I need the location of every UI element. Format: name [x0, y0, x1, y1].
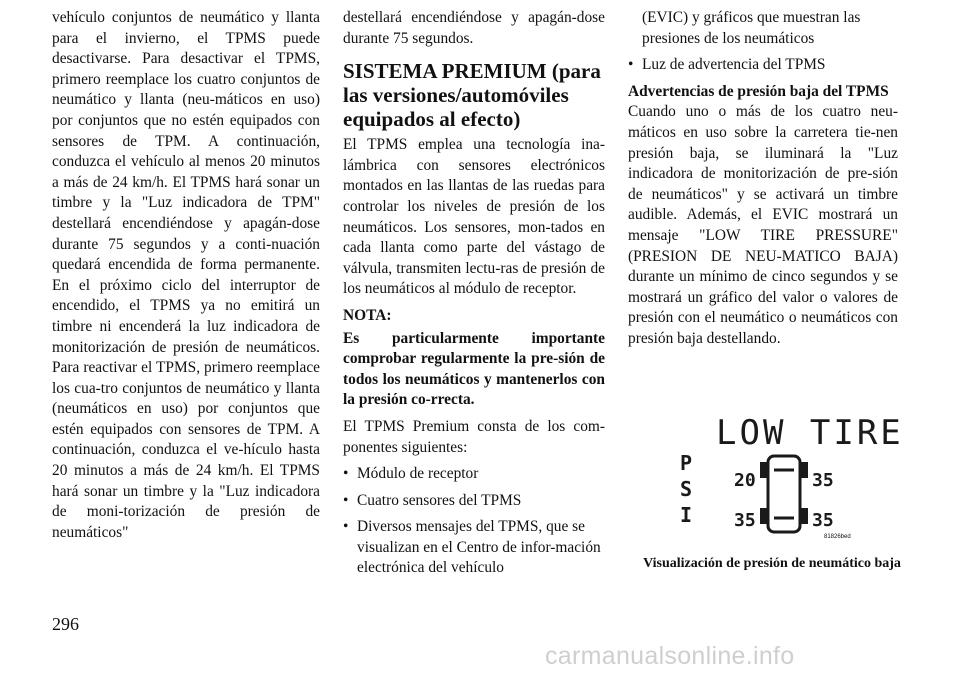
list-item: • Diversos mensajes del TPMS, que se visualizan en el Centro de infor-mación electrónica del vehículo: [343, 517, 605, 579]
body-paragraph: El TPMS emplea una tecnología ina-lámbrica con sensores electrónicos montados en las llantas de las ruedas para controlar los niveles de presión de los neumáticos. Los sensores, mon-tados en cada llanta como parte del vástago de válvula, transmiten lectu-ras de presión de los neumáticos al módulo de receptor.: [343, 136, 605, 298]
column-middle: [343, 8, 605, 579]
components-list: [343, 464, 605, 579]
vehicle-outline-icon: [768, 456, 800, 532]
body-paragraph: Cuando uno o más de los cuatro neu-máticos en uso sobre la carretera tie-nen presión baja, se iluminará la "Luz indicadora de monitorización de pre-sión de neumáticos" y se activará un timbre audible. Además, el EVIC mostrará un mensaje "LOW TIRE PRESSURE" (PRESION DE NEU-MATICO BAJA) durante un mínimo de cinco segundos y se mostrará un gráfico del valor o valores de presión con el neumático o neumáticos con presión baja destellando.: [628, 103, 898, 347]
note-label: NOTA:: [343, 306, 392, 324]
figure-caption: Visualización de presión de neumático baja: [643, 556, 901, 571]
pressure-front-right: 35: [812, 470, 834, 491]
side-letter-s: S: [680, 477, 693, 501]
intro-paragraph: destellará encendiéndose y apagán-dose durante 75 segundos.: [343, 9, 605, 47]
components-intro: El TPMS Premium consta de los com-ponentes siguientes:: [343, 417, 605, 456]
bullet-continuation: (EVIC) y gráficos que muestran las presiones de los neumáticos: [642, 9, 861, 47]
pressure-rear-left: 35: [734, 510, 756, 531]
list-item: • Módulo de receptor: [343, 464, 605, 485]
low-tire-display-illustration: [678, 408, 904, 540]
pressure-front-left: 20: [734, 470, 756, 491]
note-text: Es particularmente importante comprobar regularmente la pre-sión de todos los neumáticos y mantenerlos con la presión co-rrecta.: [343, 329, 605, 409]
figure-code: 81826bed: [824, 534, 851, 540]
list-item: • Luz de advertencia del TPMS: [628, 55, 898, 76]
warning-list: [628, 55, 898, 76]
body-paragraph: vehículo conjuntos de neumático y llanta para el invierno, el TPMS puede desactivarse. Para desactivar el TPMS, primero reemplace los cuatro conjuntos de neumático y llanta (neu-máticos en uso) por conjuntos que no estén equipados con sensores de TPM. A continuación, conduzca el vehículo al menos 20 minutos a más de 24 km/h. El TPMS hará sonar un timbre y la "Luz indicadora de TPM" destellará encendiéndose y apagán-dose durante 75 segundos y a conti-nuación quedará encendida de forma permanente. En el próximo ciclo del interruptor de encendido, el TPMS ya no emitirá un timbre ni encenderá la luz indicadora de monitorización de presión de neumáticos. Para reactivar el TPMS, primero reemplace los cua-tro conjuntos de neumático y llanta (neumáticos en uso) por conjuntos que estén equipados con sensores de TPM. A continuación, conduzca el ve-hículo hasta 20 minutos a más de 24 km/h. El TPMS hará sonar un timbre y la "Luz indicadora de moni-torización de presión de neumáticos": [52, 9, 320, 541]
column-left: [52, 8, 320, 543]
section-heading: SISTEMA PREMIUM (para las versiones/automóviles equipados al efecto): [343, 59, 601, 132]
column-right: [628, 8, 898, 350]
side-letter-i: I: [680, 503, 693, 527]
evic-display-figure: [678, 408, 904, 540]
page-number: 296: [52, 614, 79, 634]
display-title: LOW TIRE: [716, 413, 904, 453]
list-item: • Cuatro sensores del TPMS: [343, 491, 605, 512]
pressure-rear-right: 35: [812, 510, 834, 531]
subheading: Advertencias de presión baja del TPMS: [628, 82, 889, 100]
watermark: carmanualsonline.info: [545, 642, 795, 670]
side-letter-p: P: [680, 451, 693, 475]
